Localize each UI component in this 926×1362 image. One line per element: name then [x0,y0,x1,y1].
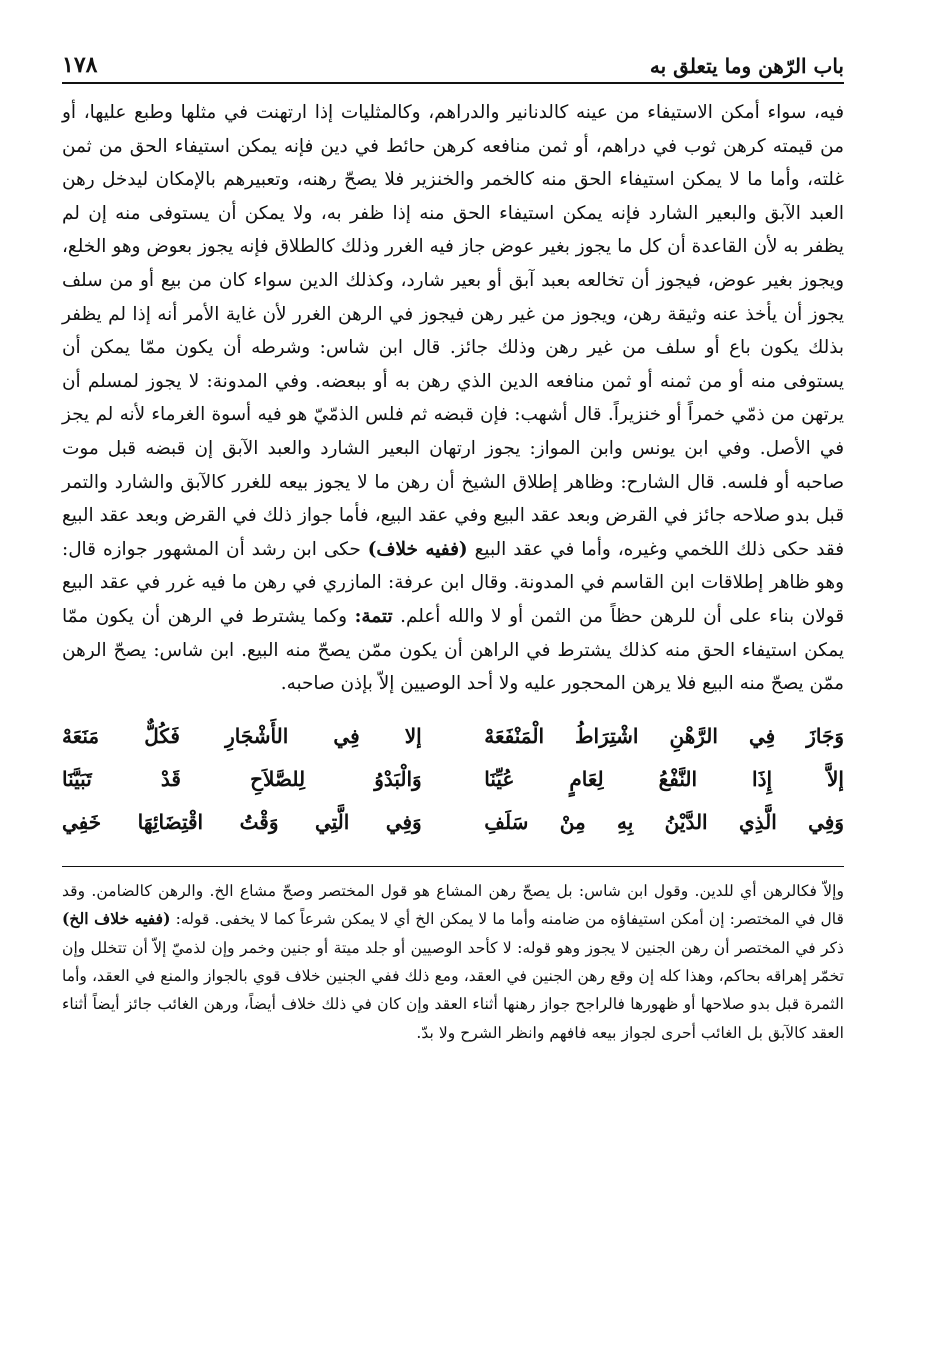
page-number: ١٧٨ [62,52,98,78]
book-page [62,40,844,1342]
main-text [62,96,844,701]
main-text-segment: حكى ابن رشد أن المشهور جوازه قال: وهو ظاهر إطلاقات ابن القاسم في المدونة. وقال ابن عرفة: المازري في رهن ما فيه غرر في عقد البيع قولان بناء على أن للرهن حظاً من الثمن أو لا والله أعلم. [62,538,844,627]
poem-verses [62,715,844,844]
verse-line [62,801,844,844]
footnote-segment: ذكر في المختصر أن رهن الجنين لا يجوز وهو قوله: لا كأحد الوصيين أو جلد ميتة أو جنين وخمر وإن لذميّ إلاّ أن تتخلل وإن تخمّر إهراقه بحاكم، وهذا كله إن وقع رهن الجنين في العقد، ومع ذلك ففي الجنين خلاف قوي بالجواز والمنع في العقد، وأما الثمرة قبل بدو صلاحها أو ظهورها فالراجح جواز رهنها أثناء العقد وإن كان في ذلك خلاف أيضاً، ورهن الغائب جائز أيضاً أثناء العقد كالآبق بل الغائب أحرى لجواز بيعه فافهم وانظر الشرح ولا بدّ. [62,938,844,1042]
second-hemistich: وَفِي الَّتِي وَقْتُ اقْتِضَائِهَا خَفِي [62,810,422,835]
first-hemistich: وَفِي الَّذِي الدَّيْنُ بِهِ مِنْ سَلَفِ [484,810,844,835]
main-text-segment: وكما يشترط في الرهن أن يكون ممّا يمكن استيفاء الحق منه كذلك يشترط في الراهن أن يكون ممّن يصحّ منه البيع. ابن شاس: يصحّ الرهن ممّن يصحّ منه البيع فلا يرهن المحجور عليه ولا أحد الوصيين إلاّ بإذن صاحبه. [62,605,844,695]
footnote-divider [62,866,844,867]
footnote-segment: وإلاّ فكالرهن أي للدين. وقول ابن شاس: بل يصحّ رهن المشاع هو قول المختصر وصحّ مشاع الخ. والرهن كالضامن. وقد قال في المختصر: إن أمكن استيفاؤه من ضامنه وأما ما لا يمكن الخ أي لا يمكن شرعاً كما لا يخفى. قوله: [62,881,844,929]
verse-line [62,758,844,801]
second-hemistich: إلا فِي الأَشْجَارِ فَكُلٌّ مَنَعَهْ [62,724,422,749]
bold-heading-tatimma: تتمة: [354,605,393,627]
first-hemistich: إلاَّ إِذَا النَّفْعُ لِعَامٍ عُيِّنَا [484,767,844,792]
footnote-bold-phrase: (ففيه خلاف الخ) [62,909,171,929]
main-paragraph [62,96,844,701]
chapter-title: باب الرّهن وما يتعلق به [649,54,844,78]
main-text-segment: فيه، سواء أمكن الاستيفاء من عينه كالدنانير والدراهم، وكالمثليات إذا ارتهنت في مثلها وطبع عليها، أو من قيمته كرهن ثوب في دراهم، أو ثمن منافعه كرهن حائط في دين فإنه يمكن استيفاء الحق من ثمن غلته، وأما ما لا يمكن استيفاء الحق منه كالخمر والخنزير فلا يصحّ رهنه، وتعبيرهم بالإمكان ليدخل رهن العبد الآبق والبعير الشارد فإنه يمكن استيفاء الحق منه إذا ظفر به، ولا يمكن أن يستوفى منه إن لم يظفر به لأن القاعدة أن كل ما يجوز بغير عوض جاز فيه الغرر وذلك كالطلاق فإنه يجوز بعوض وهو الخلع، ويجوز بغير عوض، فيجوز أن تخالعه بعبد آبق أو بعير شارد، وكذلك الدين سواء كان من بيع أو من سلف يجوز أن يأخذ عنه وثيقة رهن، ويجوز من غير رهن فيجوز في الرهن الغرر لأن غاية الأمر أنه إذا لم يظفر بذلك يكون باع أو سلف من غير رهن وذلك جائز. قال ابن شاس: وشرطه أن يكون ممّا يمكن أن يستوفى منه أو من ثمنه أو ثمن منافعه الدين الذي رهن به أو ببعضه. وفي المدونة: لا يجوز لمسلم أن يرتهن من ذمّي خمراً أو خنزيراً. قال أشهب: فإن قبضه ثم فلس الذمّيّ هو فيه أسوة الغرماء لأنه لم يجز في الأصل. وفي ابن يونس وابن المواز: يجوز ارتهان البعير الشارد والعبد الآبق إن قبضه قبل موت صاحبه أو فلسه. قال الشارح: وظاهر إطلاق الشيخ أن رهن ما لا يجوز بيعه للغرر كالآبق والشارد والتمر قبل بدو صلاحه جائز في القرض وبعد عقد البيع وفي عقد البيع، فأما جواز ذلك في القرض وبعد عقد البيع فقد حكى ذلك اللخمي وغيره، وأما في عقد البيع [62,102,844,560]
bold-phrase: (ففيه خلاف) [367,538,468,560]
first-hemistich: وَجَازَ فِي الرَّهْنِ اشْتِرَاطُ الْمَنْفَعَهْ [484,724,844,749]
page-header [62,40,844,84]
verse-line [62,715,844,758]
second-hemistich: وَالْبَدْوُ لِلصَّلاَحِ قَدْ تَبَيَّنَا [62,767,422,792]
footnote [62,877,844,1047]
